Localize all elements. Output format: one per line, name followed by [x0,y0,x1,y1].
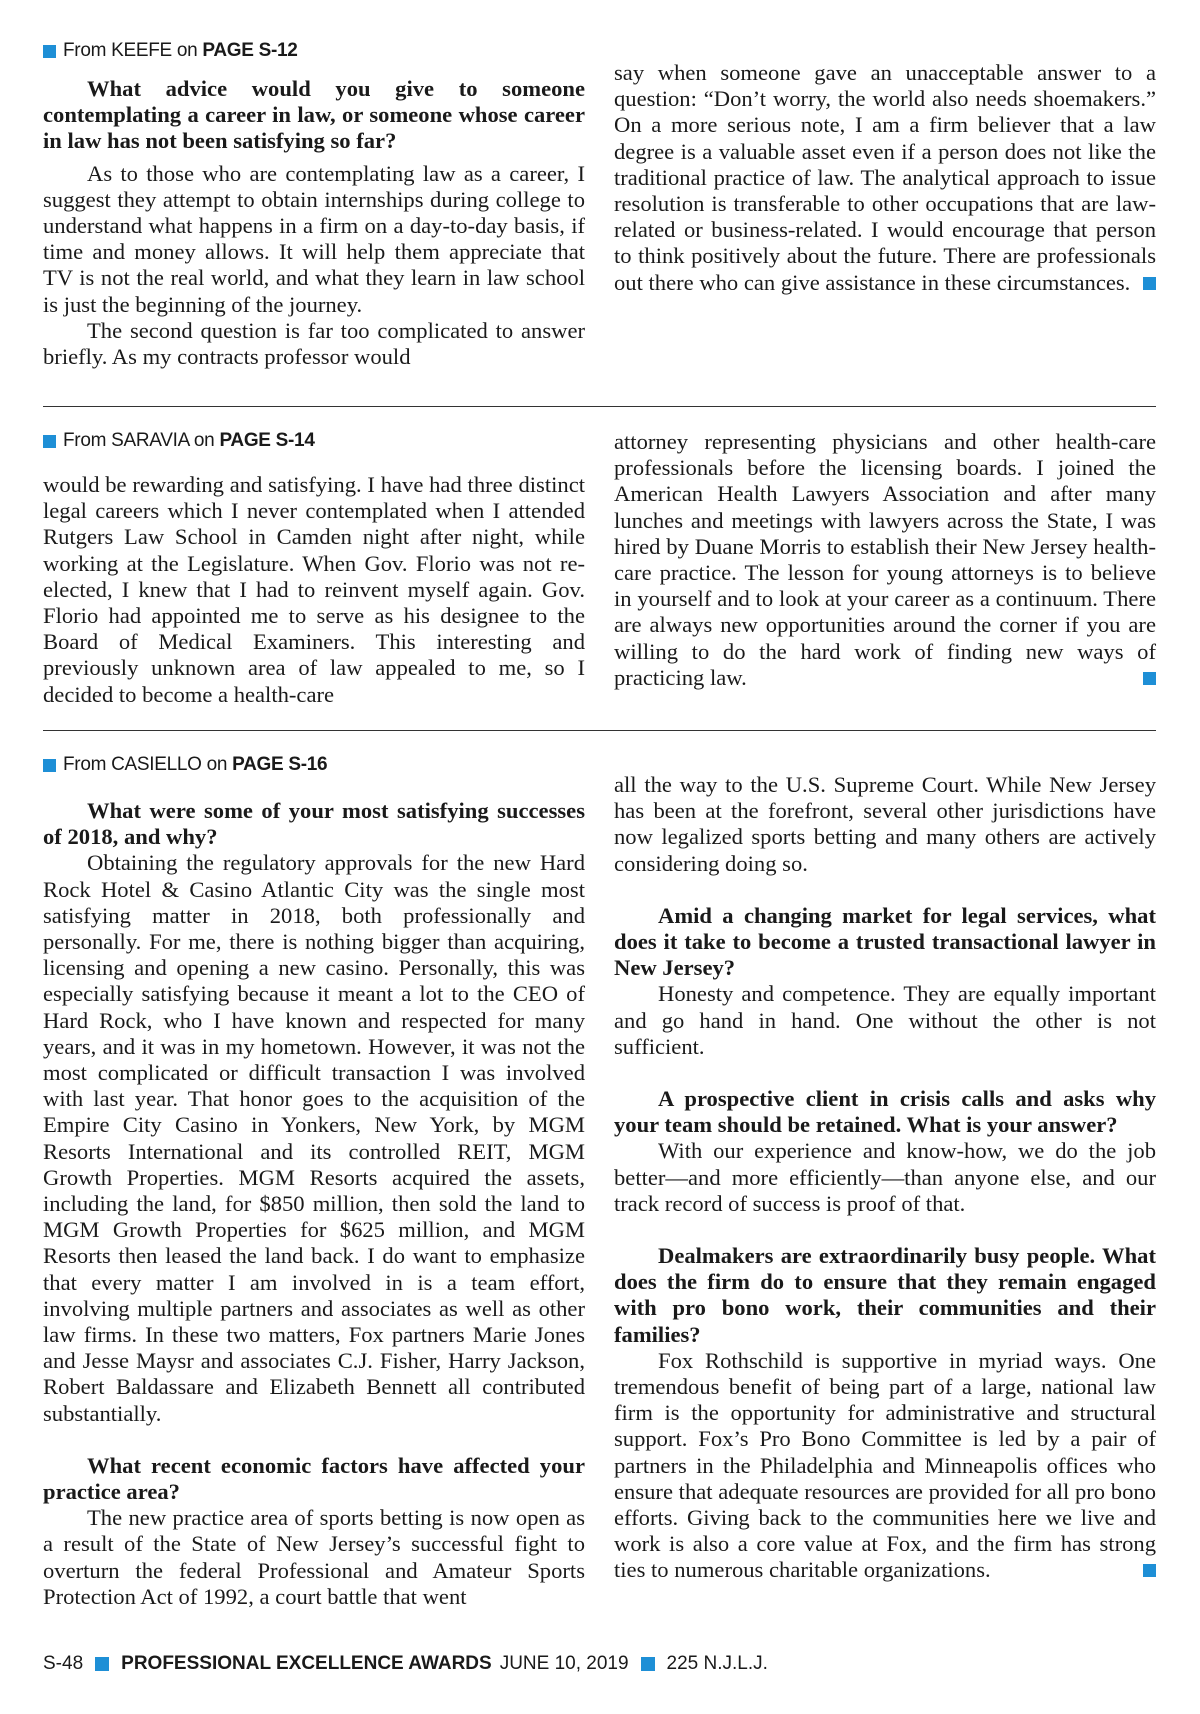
answer-paragraph: all the way to the U.S. Supreme Court. While New Jersey has been at the forefront, several other jurisdictions have now legalized sports betting and many others are actively considering doing so. [614,772,1156,876]
answer-text: attorney representing physicians and other health-care professionals before the licensing boards. I joined the American Health Lawyers Association and after many lunches and meetings with lawyers across the State, I was hired by Duane Morris to establish their New Jersey health-care practice. The lesson for young attorneys is to believe in yourself and to look at your career as a continuum. There are always new opportunities around the corner if you are willing to do the hard work of finding new ways of practicing law. [614,429,1156,690]
blue-square-icon [43,759,56,772]
answer-paragraph: Honesty and competence. They are equally important and go hand in hand. One without the other is not sufficient. [614,981,1156,1059]
page-reference: PAGE S-16 [232,754,328,775]
end-mark-icon [1143,277,1156,290]
keefe-left-column [43,40,585,370]
blue-square-icon [95,1657,109,1671]
from-text: From KEEFE on [63,40,198,61]
question: What advice would you give to someone contemplating a career in law, or someone whose career in law has not been satisfying so far? [43,76,585,154]
keefe-right-column [614,60,1156,296]
from-text: From CASIELLO on [63,754,228,775]
page-footer [43,1650,768,1678]
section-divider [43,730,1156,731]
question: Dealmakers are extraordinarily busy people. What does the firm do to ensure that they remain engaged with pro bono work, their communities and their families? [614,1243,1156,1347]
continued-from-label [43,40,585,62]
end-mark-icon [1143,672,1156,685]
issue-date: JUNE 10, 2019 [499,1653,629,1674]
blue-square-icon [43,435,56,448]
publication-name: PROFESSIONAL EXCELLENCE AWARDS [121,1653,492,1674]
casiello-section [43,754,1156,1644]
casiello-right-column [614,772,1156,1584]
answer-paragraph [614,429,1156,691]
answer-paragraph: Obtaining the regulatory approvals for the new Hard Rock Hotel & Casino Atlantic City was the single most satisfying matter in 2018, both professionally and personally. For me, there is nothing bigger than acquiring, licensing and opening a new casino. Personally, this was especially satisfying because it meant a lot to the CEO of Hard Rock, who I have known and respected for many years, and it was in my hometown. However, it was not the most complicated or difficult transaction I was involved with last year. That honor goes to the acquisition of the Empire City Casino in Yonkers, New York, by MGM Resorts International and its controlled REIT, MGM Growth Properties. MGM Resorts acquired the assets, including the land, for $850 million, then sold the land to MGM Growth Properties for $625 million, and MGM Resorts then leased the land back. I do want to emphasize that every matter I am involved in is a team effort, involving multiple partners and associates as well as other law firms. In these two matters, Fox partners Marie Jones and Jesse Maysr and associates C.J. Fisher, Harry Jackson, Robert Baldassare and Elizabeth Bennett all contributed substantially. [43,850,585,1426]
question: What recent economic factors have affected your practice area? [43,1452,585,1505]
answer-paragraph [614,1348,1156,1584]
answer-paragraph [614,60,1156,296]
answer-paragraph: would be rewarding and satisfying. I have had three distinct legal careers which I never contemplated when I attended Rutgers Law School in Camden night after night, while working at the Legislature. When Gov. Florio was not re-elected, I knew that I had to reinvent myself again. Gov. Florio had appointed me to serve as his designee to the Board of Medical Examiners. This interesting and previously unknown area of law appealed to me, so I decided to become a health-care [43,472,585,707]
saravia-right-column [614,429,1156,691]
page-number: S-48 [43,1653,84,1674]
question: What were some of your most satisfying successes of 2018, and why? [43,798,585,850]
volume-label: 225 N.J.L.J. [666,1653,768,1674]
answer-text: say when someone gave an unacceptable answer to a question: “Don’t worry, the world also needs shoemakers.” On a more serious note, I am a firm believer that a law degree is a valuable asset even if a person does not like the traditional practice of law. The analytical approach to issue resolution is transferable to other occupations that are law-related or business-related. I would encourage that person to think positively about the future. There are professionals out there who can give assistance in these circumstances. [614,60,1156,295]
question: A prospective client in crisis calls and asks why your team should be retained. What is your answer? [614,1086,1156,1138]
answer-paragraph: The second question is far too complicated to answer briefly. As my contracts professor would [43,317,585,370]
blue-square-icon [43,45,56,58]
saravia-left-column [43,430,585,708]
keefe-section [43,40,1156,380]
answer-text: Fox Rothschild is supportive in myriad ways. One tremendous benefit of being part of a large, national law firm is the opportunity for administrative and structural support. Fox’s Pro Bono Committee is led by a pair of partners in the Philadelphia and Minneapolis offices who ensure that adequate resources are provided for all pro bono efforts. Giving back to the communities here we live and work is also a core value at Fox, and the firm has strong ties to numerous charitable organizations. [614,1347,1156,1583]
page-reference: PAGE S-12 [202,40,298,61]
casiello-left-column [43,754,585,1610]
answer-paragraph: As to those who are contemplating law as a career, I suggest they attempt to obtain internships during college to understand what happens in a firm on a day-to-day basis, if time and money allows. It will help them appreciate that TV is not the real world, and what they learn in law school is just the beginning of the journey. [43,160,585,317]
page-reference: PAGE S-14 [219,430,315,451]
blue-square-icon [641,1657,655,1671]
continued-from-label [43,754,585,776]
from-text: From SARAVIA on [63,430,215,451]
answer-paragraph: The new practice area of sports betting is now open as a result of the State of New Jersey’s successful fight to overturn the federal Professional and Amateur Sports Protection Act of 1992, a court battle that went [43,1505,585,1609]
saravia-section [43,430,1156,720]
section-divider [43,406,1156,407]
answer-paragraph: With our experience and know-how, we do the job better—and more efficiently—than anyone else, and our track record of success is proof of that. [614,1138,1156,1216]
question: Amid a changing market for legal services, what does it take to become a trusted transactional lawyer in New Jersey? [614,902,1156,981]
continued-from-label [43,430,585,452]
end-mark-icon [1143,1564,1156,1577]
